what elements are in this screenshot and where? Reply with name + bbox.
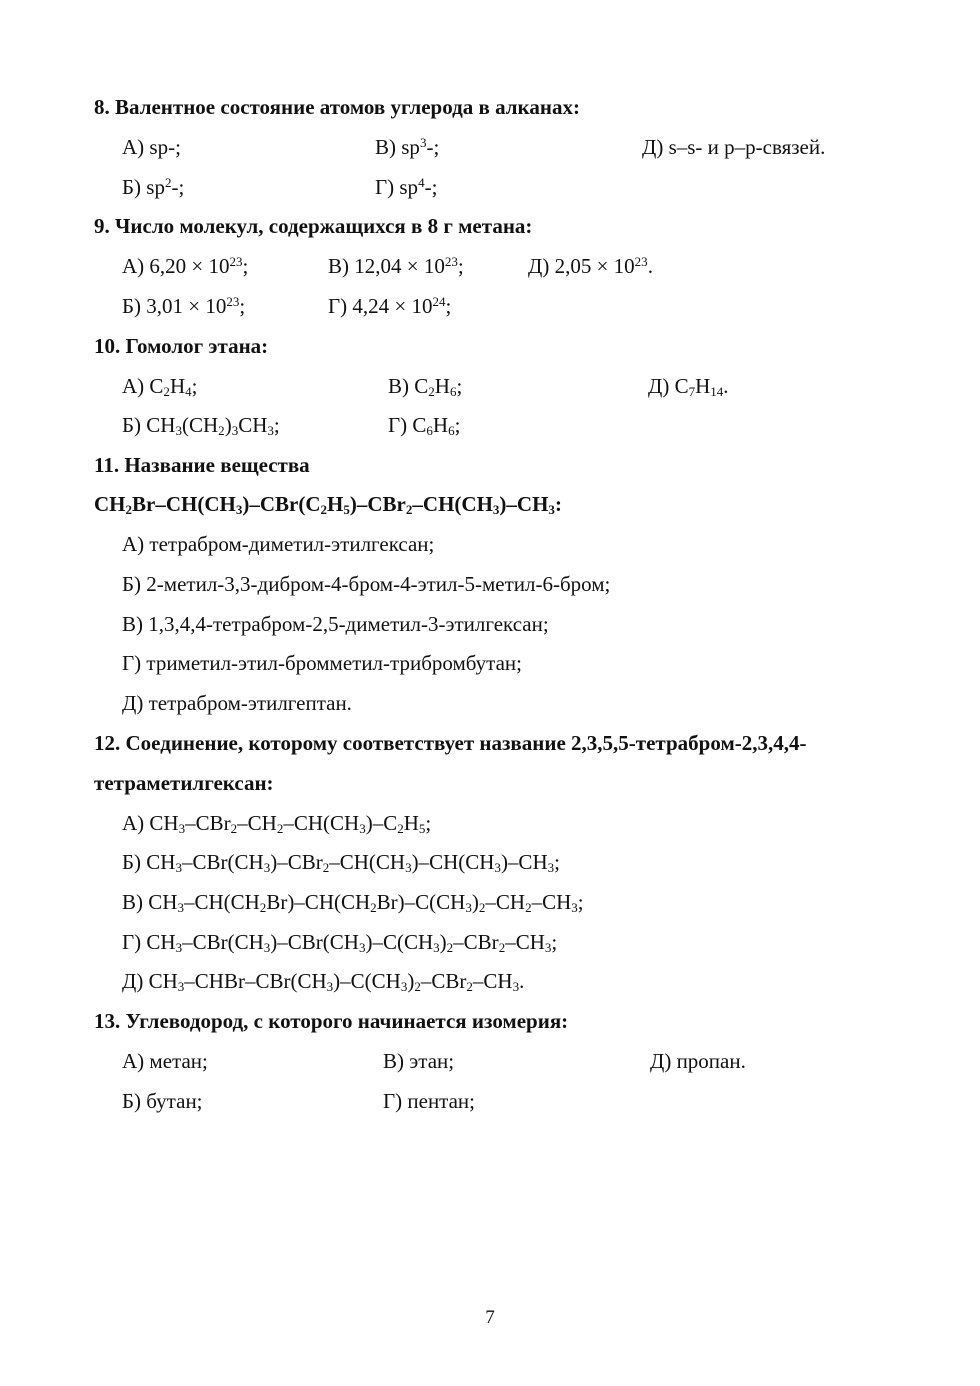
q12-option-a: А) $CH_3-CBr_2-CH_2-CH(CH_3)-C_2H_5$; xyxy=(122,811,432,837)
q13-option-a: А) метан; xyxy=(122,1049,208,1073)
q13-option-v: В) этан; xyxy=(383,1049,455,1073)
q10-option-b: Б) $CH_3(CH_2)_3CH_3$; xyxy=(122,413,280,439)
q8-option-b: Б) $sp^2-$; xyxy=(122,174,185,199)
q10-option-a: А) $C_2H_4$; xyxy=(122,374,198,400)
question-11-title: 11. Название вещества xyxy=(94,453,310,477)
q11-option-d: Д) тетрабром-этилгептан. xyxy=(122,691,352,715)
question-11-formula: $CH_2Br-CH(CH_3)-CBr(C_2H_5)-CBr_2-CH(CH_3)-CH_3$: xyxy=(94,492,562,518)
q8-option-v: В) $sp^3-$; xyxy=(375,134,440,159)
q11-option-b: Б) 2-метил-3,3-дибром-4-бром-4-этил-5-метил-6-бром; xyxy=(122,572,611,596)
q8-option-d: Д) s–s- и p–p-связей. xyxy=(642,135,826,159)
q10-option-v: В) $C_2H_6$; xyxy=(388,374,463,400)
q8-option-g: Г) $sp^4-$; xyxy=(375,174,438,199)
q13-option-b: Б) бутан; xyxy=(122,1089,203,1113)
q12-option-g: Г) $CH_3-CBr(CH_3)-CBr(CH_3)-C(CH_3)_2-CBr_2-CH_3$; xyxy=(122,930,558,956)
q9-option-v: В) $12,04 \times 10^{23}$; xyxy=(328,253,464,278)
q9-option-g: Г) $4,24 \times 10^{24}$; xyxy=(328,293,452,318)
q12-option-d: Д) $CH_3-CHBr-CBr(CH_3)-C(CH_3)_2-CBr_2-CH_3$. xyxy=(122,969,525,995)
q13-option-g: Г) пентан; xyxy=(383,1089,476,1113)
q11-option-a: А) тетрабром-диметил-этилгексан; xyxy=(122,532,435,556)
q13-option-d: Д) пропан. xyxy=(650,1049,746,1073)
q10-option-d: Д) $C_7H_{14}$. xyxy=(648,374,729,400)
question-13-title: 13. Углеводород, с которого начинается изомерия: xyxy=(94,1009,569,1033)
question-8-title: 8. Валентное состояние атомов углерода в алканах: xyxy=(94,95,580,119)
q9-option-a: А) $6,20 \times 10^{23}$; xyxy=(122,253,249,278)
q8-option-a: А) sp-; xyxy=(122,135,181,159)
page-number: 7 xyxy=(485,1307,495,1328)
q9-option-d: Д) $2,05 \times 10^{23}$. xyxy=(528,253,653,278)
question-12-title-line2: тетраметилгексан: xyxy=(94,771,274,795)
q12-option-v: В) $CH_3-CH(CH_2Br)-CH(CH_2Br)-C(CH_3)_2-CH_2-CH_3$; xyxy=(122,890,584,916)
q12-option-b: Б) $CH_3-CBr(CH_3)-CBr_2-CH(CH_3)-CH(CH_3)-CH_3$; xyxy=(122,850,560,876)
q11-option-g: Г) триметил-этил-бромметил-трибромбутан; xyxy=(122,651,522,675)
question-12-title-line1: 12. Соединение, которому соответствует название 2,3,5,5-тетрабром-2,3,4,4- xyxy=(94,731,807,755)
q11-option-v: В) 1,3,4,4-тетрабром-2,5-диметил-3-этилгексан; xyxy=(122,612,549,636)
question-10-title: 10. Гомолог этана: xyxy=(94,334,269,358)
q9-option-b: Б) $3,01 \times 10^{23}$; xyxy=(122,293,246,318)
question-9-title: 9. Число молекул, содержащихся в 8 г метана: xyxy=(94,214,533,238)
q10-option-g: Г) $C_6H_6$; xyxy=(388,413,461,439)
